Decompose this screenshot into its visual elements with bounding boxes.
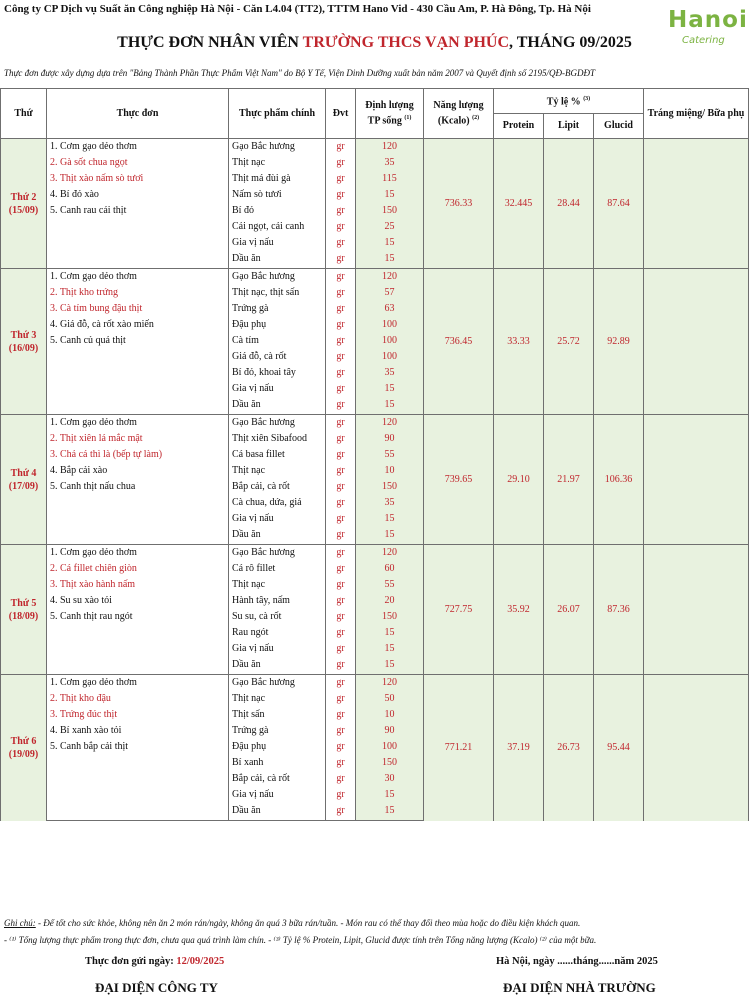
protein-cell: 37.19 — [494, 675, 544, 821]
food-cell: Cà tím — [229, 333, 326, 349]
food-cell: Gạo Bắc hương — [229, 269, 326, 286]
header-glucid: Glucid — [594, 114, 644, 139]
dish-cell: 3. Cà tím bung đậu thịt — [47, 301, 229, 317]
food-cell: Gia vị nấu — [229, 235, 326, 251]
unit-cell: gr — [326, 139, 356, 156]
unit-cell: gr — [326, 723, 356, 739]
dish-cell — [47, 349, 229, 365]
protein-cell: 33.33 — [494, 269, 544, 415]
food-cell: Gia vị nấu — [229, 381, 326, 397]
dish-cell — [47, 219, 229, 235]
day-label: Thứ 2 (15/09) — [1, 139, 47, 269]
unit-cell: gr — [326, 495, 356, 511]
quantity-cell: 120 — [356, 675, 424, 692]
lipit-cell: 21.97 — [544, 415, 594, 545]
glucid-cell: 95.44 — [594, 675, 644, 821]
header-thuc-don: Thực đơn — [47, 89, 229, 139]
unit-cell: gr — [326, 285, 356, 301]
unit-cell: gr — [326, 349, 356, 365]
quantity-cell: 100 — [356, 317, 424, 333]
table-row — [1, 139, 749, 156]
quantity-cell: 150 — [356, 755, 424, 771]
dish-cell — [47, 803, 229, 821]
unit-cell: gr — [326, 707, 356, 723]
dish-cell — [47, 641, 229, 657]
glucid-cell: 92.89 — [594, 269, 644, 415]
title-prefix: THỰC ĐƠN NHÂN VIÊN — [117, 34, 303, 51]
food-cell: Dầu ăn — [229, 397, 326, 415]
table-row — [1, 269, 749, 286]
unit-cell: gr — [326, 415, 356, 432]
protein-cell: 32.445 — [494, 139, 544, 269]
quantity-cell: 150 — [356, 203, 424, 219]
dessert-cell — [644, 675, 749, 821]
header-lipit: Lipit — [544, 114, 594, 139]
source-note: Thực đơn được xây dựng dựa trên "Bảng Thành Phần Thực Phẩm Việt Nam" do Bộ Y Tế, Viện Dinh Dưỡng xuất bản năm 2007 và Quyết định số 2195/QĐ-BGDĐT — [4, 68, 596, 78]
food-cell: Gia vị nấu — [229, 787, 326, 803]
unit-cell: gr — [326, 235, 356, 251]
food-cell: Dầu ăn — [229, 251, 326, 269]
quantity-cell: 25 — [356, 219, 424, 235]
quantity-cell: 120 — [356, 545, 424, 562]
dish-cell: 5. Canh thịt rau ngót — [47, 609, 229, 625]
quantity-cell: 120 — [356, 139, 424, 156]
table-row — [1, 415, 749, 432]
signature-school: ĐẠI DIỆN NHÀ TRƯỜNG — [503, 980, 656, 995]
dish-cell: 5. Canh củ quả thịt — [47, 333, 229, 349]
food-cell: Su su, cà rốt — [229, 609, 326, 625]
dessert-cell — [644, 415, 749, 545]
header-protein: Protein — [494, 114, 544, 139]
unit-cell: gr — [326, 641, 356, 657]
food-cell: Thịt nạc — [229, 463, 326, 479]
lipit-cell: 26.73 — [544, 675, 594, 821]
unit-cell: gr — [326, 545, 356, 562]
unit-cell: gr — [326, 771, 356, 787]
dish-cell: 4. Su su xào tỏi — [47, 593, 229, 609]
quantity-cell: 100 — [356, 739, 424, 755]
food-cell: Gạo Bắc hương — [229, 545, 326, 562]
unit-cell: gr — [326, 657, 356, 675]
dish-cell: 5. Canh bắp cải thịt — [47, 739, 229, 755]
unit-cell: gr — [326, 447, 356, 463]
quantity-cell: 63 — [356, 301, 424, 317]
dish-cell — [47, 787, 229, 803]
dish-cell — [47, 771, 229, 787]
title-school: TRƯỜNG THCS VẠN PHÚC — [302, 34, 510, 51]
menu-body — [1, 139, 749, 821]
food-cell: Thịt nạc, thịt sấn — [229, 285, 326, 301]
quantity-cell: 30 — [356, 771, 424, 787]
quantity-cell: 15 — [356, 381, 424, 397]
food-cell: Hành tây, nấm — [229, 593, 326, 609]
dish-cell — [47, 397, 229, 415]
dish-cell: 2. Gà sốt chua ngọt — [47, 155, 229, 171]
place-date-line: Hà Nội, ngày ......tháng......năm 2025 — [496, 956, 658, 967]
unit-cell: gr — [326, 577, 356, 593]
footnote-ghi-chu: Ghi chú: - Để tốt cho sức khỏe, không nên ăn 2 món rán/ngày, không ăn quá 3 bữa rán/tuần. - Món rau có thể thay đổi theo mùa hoặc do điều kiện khách quan. — [4, 918, 581, 928]
dish-cell — [47, 495, 229, 511]
lipit-cell: 25.72 — [544, 269, 594, 415]
dish-cell — [47, 755, 229, 771]
dish-cell: 2. Cá fillet chiên giòn — [47, 561, 229, 577]
header-thuc-pham: Thực phẩm chính — [229, 89, 326, 139]
unit-cell: gr — [326, 333, 356, 349]
food-cell: Thịt nạc — [229, 691, 326, 707]
dish-cell: 2. Thịt kho đậu — [47, 691, 229, 707]
food-cell: Bí đỏ — [229, 203, 326, 219]
unit-cell: gr — [326, 187, 356, 203]
unit-cell: gr — [326, 691, 356, 707]
quantity-cell: 50 — [356, 691, 424, 707]
dessert-cell — [644, 545, 749, 675]
quantity-cell: 35 — [356, 365, 424, 381]
logo-word: Hanoi — [668, 7, 748, 33]
quantity-cell: 55 — [356, 577, 424, 593]
unit-cell: gr — [326, 301, 356, 317]
dish-cell: 3. Thịt xào hành nấm — [47, 577, 229, 593]
food-cell: Dầu ăn — [229, 527, 326, 545]
kcal-cell: 727.75 — [424, 545, 494, 675]
company-header: Công ty CP Dịch vụ Suất ăn Công nghiệp Hà Nội - Căn L4.04 (TT2), TTTM Hano Vid - 430 Cầu Am, P. Hà Đông, Tp. Hà Nội — [4, 3, 591, 15]
unit-cell: gr — [326, 219, 356, 235]
dessert-cell — [644, 139, 749, 269]
dish-cell: 2. Thịt kho trứng — [47, 285, 229, 301]
dish-cell: 4. Bí đỏ xào — [47, 187, 229, 203]
glucid-cell: 106.36 — [594, 415, 644, 545]
quantity-cell: 15 — [356, 527, 424, 545]
sent-date: 12/09/2025 — [176, 956, 225, 967]
dish-cell: 1. Cơm gạo dẻo thơm — [47, 545, 229, 562]
quantity-cell: 15 — [356, 235, 424, 251]
food-cell: Cá basa fillet — [229, 447, 326, 463]
unit-cell: gr — [326, 479, 356, 495]
food-cell: Gia vị nấu — [229, 511, 326, 527]
glucid-cell: 87.36 — [594, 545, 644, 675]
unit-cell: gr — [326, 593, 356, 609]
dish-cell: 1. Cơm gạo dẻo thơm — [47, 139, 229, 156]
kcal-cell: 736.45 — [424, 269, 494, 415]
unit-cell: gr — [326, 675, 356, 692]
dish-cell — [47, 381, 229, 397]
quantity-cell: 15 — [356, 657, 424, 675]
quantity-cell: 15 — [356, 787, 424, 803]
title-suffix: , THÁNG 09/2025 — [509, 34, 632, 51]
quantity-cell: 15 — [356, 803, 424, 821]
unit-cell: gr — [326, 431, 356, 447]
quantity-cell: 120 — [356, 415, 424, 432]
dish-cell — [47, 511, 229, 527]
dish-cell: 1. Cơm gạo dẻo thơm — [47, 675, 229, 692]
dish-cell: 3. Chả cá thì là (bếp tự làm) — [47, 447, 229, 463]
food-cell: Rau ngót — [229, 625, 326, 641]
protein-cell: 35.92 — [494, 545, 544, 675]
quantity-cell: 35 — [356, 495, 424, 511]
food-cell: Giá đỗ, cà rốt — [229, 349, 326, 365]
food-cell: Gạo Bắc hương — [229, 139, 326, 156]
header-thu: Thứ — [1, 89, 47, 139]
quantity-cell: 100 — [356, 349, 424, 365]
food-cell: Gạo Bắc hương — [229, 675, 326, 692]
glucid-cell: 87.64 — [594, 139, 644, 269]
dish-cell — [47, 527, 229, 545]
food-cell: Cá rô fillet — [229, 561, 326, 577]
day-label: Thứ 5 (18/09) — [1, 545, 47, 675]
unit-cell: gr — [326, 625, 356, 641]
unit-cell: gr — [326, 317, 356, 333]
unit-cell: gr — [326, 203, 356, 219]
dish-cell: 2. Thịt xiên lá mắc mật — [47, 431, 229, 447]
food-cell: Bắp cải, cà rốt — [229, 771, 326, 787]
unit-cell: gr — [326, 739, 356, 755]
dish-cell — [47, 235, 229, 251]
food-cell: Trứng gà — [229, 301, 326, 317]
header-nang-luong: Năng lượng (Kcalo) $^{(2)}$ — [424, 89, 494, 139]
quantity-cell: 90 — [356, 431, 424, 447]
quantity-cell: 10 — [356, 463, 424, 479]
unit-cell: gr — [326, 803, 356, 821]
header-ty-le: Tỷ lệ % $^{(3)}$ — [494, 89, 644, 114]
food-cell: Cà chua, dứa, giá — [229, 495, 326, 511]
unit-cell: gr — [326, 397, 356, 415]
food-cell: Bí đỏ, khoai tây — [229, 365, 326, 381]
dessert-cell — [644, 269, 749, 415]
quantity-cell: 90 — [356, 723, 424, 739]
quantity-cell: 10 — [356, 707, 424, 723]
unit-cell: gr — [326, 787, 356, 803]
unit-cell: gr — [326, 755, 356, 771]
food-cell: Bí xanh — [229, 755, 326, 771]
unit-cell: gr — [326, 155, 356, 171]
header-trang-mieng: Tráng miệng/ Bữa phụ — [644, 89, 749, 139]
unit-cell: gr — [326, 381, 356, 397]
day-label: Thứ 6 (19/09) — [1, 675, 47, 821]
quantity-cell: 150 — [356, 479, 424, 495]
dish-cell: 4. Bắp cải xào — [47, 463, 229, 479]
kcal-cell: 736.33 — [424, 139, 494, 269]
dish-cell: 5. Canh thịt nấu chua — [47, 479, 229, 495]
food-cell: Thịt sấn — [229, 707, 326, 723]
food-cell: Gia vị nấu — [229, 641, 326, 657]
food-cell: Dầu ăn — [229, 657, 326, 675]
quantity-cell: 20 — [356, 593, 424, 609]
food-cell: Cải ngọt, cải canh — [229, 219, 326, 235]
unit-cell: gr — [326, 561, 356, 577]
dish-cell: 1. Cơm gạo dẻo thơm — [47, 269, 229, 286]
table-row — [1, 545, 749, 562]
quantity-cell: 15 — [356, 625, 424, 641]
food-cell: Dầu ăn — [229, 803, 326, 821]
quantity-cell: 15 — [356, 641, 424, 657]
food-cell: Nấm sò tươi — [229, 187, 326, 203]
food-cell: Thịt nạc — [229, 155, 326, 171]
menu-table — [0, 88, 749, 821]
quantity-cell: 120 — [356, 269, 424, 286]
day-label: Thứ 3 (16/09) — [1, 269, 47, 415]
quantity-cell: 60 — [356, 561, 424, 577]
dish-cell: 3. Thịt xào nấm sò tươi — [47, 171, 229, 187]
food-cell: Bắp cải, cà rốt — [229, 479, 326, 495]
quantity-cell: 100 — [356, 333, 424, 349]
quantity-cell: 15 — [356, 511, 424, 527]
unit-cell: gr — [326, 511, 356, 527]
quantity-cell: 55 — [356, 447, 424, 463]
header-dvt: Đvt — [326, 89, 356, 139]
food-cell: Trứng gà — [229, 723, 326, 739]
food-cell: Gạo Bắc hương — [229, 415, 326, 432]
table-row — [1, 675, 749, 692]
unit-cell: gr — [326, 463, 356, 479]
protein-cell: 29.10 — [494, 415, 544, 545]
quantity-cell: 15 — [356, 251, 424, 269]
sent-date-line: Thực đơn gửi ngày: 12/09/2025 — [85, 956, 225, 967]
dish-cell: 4. Bí xanh xào tỏi — [47, 723, 229, 739]
header-dinh-luong: Định lượng TP sống $^{(1)}$ — [356, 89, 424, 139]
lipit-cell: 26.07 — [544, 545, 594, 675]
dish-cell — [47, 657, 229, 675]
kcal-cell: 771.21 — [424, 675, 494, 821]
dish-cell: 4. Giá đỗ, cà rốt xào miến — [47, 317, 229, 333]
dish-cell — [47, 365, 229, 381]
day-label: Thứ 4 (17/09) — [1, 415, 47, 545]
dish-cell — [47, 251, 229, 269]
food-cell: Thịt xiên Sibafood — [229, 431, 326, 447]
logo-subtitle: Catering — [682, 35, 725, 46]
dish-cell — [47, 625, 229, 641]
unit-cell: gr — [326, 365, 356, 381]
quantity-cell: 15 — [356, 397, 424, 415]
unit-cell: gr — [326, 527, 356, 545]
dish-cell: 5. Canh rau cải thịt — [47, 203, 229, 219]
quantity-cell: 35 — [356, 155, 424, 171]
lipit-cell: 28.44 — [544, 139, 594, 269]
unit-cell: gr — [326, 171, 356, 187]
signature-company: ĐẠI DIỆN CÔNG TY — [95, 980, 218, 995]
food-cell: Thịt má đùi gà — [229, 171, 326, 187]
quantity-cell: 150 — [356, 609, 424, 625]
page-title — [0, 34, 749, 52]
food-cell: Đậu phụ — [229, 739, 326, 755]
dish-cell: 1. Cơm gạo dẻo thơm — [47, 415, 229, 432]
quantity-cell: 57 — [356, 285, 424, 301]
kcal-cell: 739.65 — [424, 415, 494, 545]
food-cell: Thịt nạc — [229, 577, 326, 593]
food-cell: Đậu phụ — [229, 317, 326, 333]
quantity-cell: 15 — [356, 187, 424, 203]
unit-cell: gr — [326, 251, 356, 269]
unit-cell: gr — [326, 609, 356, 625]
quantity-cell: 115 — [356, 171, 424, 187]
dish-cell: 3. Trứng đúc thịt — [47, 707, 229, 723]
unit-cell: gr — [326, 269, 356, 286]
footnote-definitions: - ⁽¹⁾ Tổng lượng thực phẩm trong thực đơn, chưa qua quá trình làm chín. - ⁽³⁾ Tỷ lệ % Protein, Lipit, Glucid được tính trên Tổng năng lượng (Kcalo) ⁽²⁾ của một bữa. — [4, 935, 597, 945]
